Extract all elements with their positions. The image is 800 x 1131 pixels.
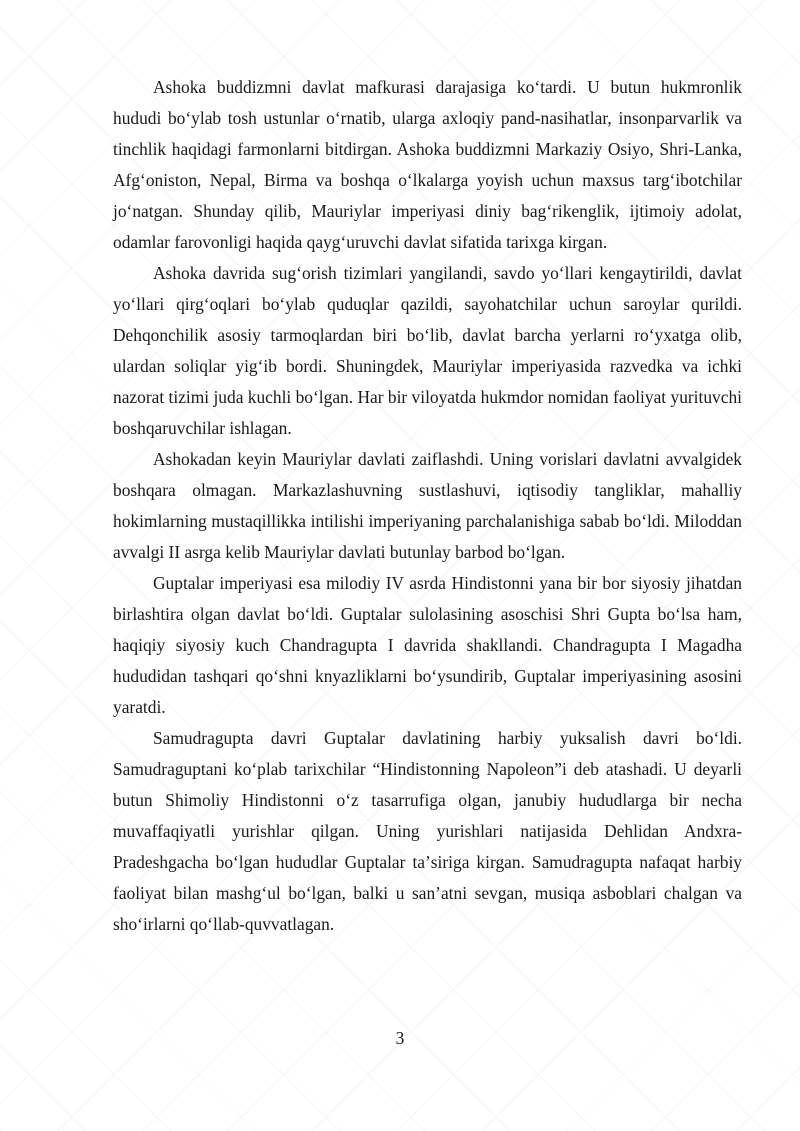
- document-body: [113, 72, 742, 940]
- paragraph-1: Ashoka buddizmni davlat mafkurasi darajasiga koʻtardi. U butun hukmronlik hududi boʻylab tosh ustunlar oʻrnatib, ularga axloqiy pand-nasihatlar, insonparvarlik va tinchlik haqidagi farmonlarni bitdirgan. Ashoka buddizmni Markaziy Osiyo, Shri-Lanka, Afgʻoniston, Nepal, Birma va boshqa oʻlkalarga yoyish uchun maxsus targʻibotchilar joʻnatgan. Shunday qilib, Mauriylar imperiyasi diniy bagʻrikenglik, ijtimoiy adolat, odamlar farovonligi haqida qaygʻuruvchi davlat sifatida tarixga kirgan.: [113, 77, 742, 252]
- paragraph-5: Samudragupta davri Guptalar davlatining harbiy yuksalish davri boʻldi. Samudraguptani koʻplab tarixchilar “Hindistonning Napoleon”i deb atashadi. U deyarli butun Shimoliy Hindistonni oʻz tasarrufiga olgan, janubiy hududlarga bir necha muvaffaqiyatli yurishlar qilgan. Uning yurishlari natijasida Dehlidan Andxra-Pradeshgacha boʻlgan hududlar Guptalar taʼsiriga kirgan. Samudragupta nafaqat harbiy faoliyat bilan mashgʻul boʻlgan, balki u sanʼatni sevgan, musiqa asboblari chalgan va shoʻirlarni qoʻllab-quvvatlagan.: [113, 728, 742, 934]
- page-number: 3: [395, 1028, 405, 1048]
- paragraph-3: Ashokadan keyin Mauriylar davlati zaiflashdi. Uning vorislari davlatni avvalgidek boshqara olmagan. Markazlashuvning sustlashuvi, iqtisodiy tangliklar, mahalliy hokimlarning mustaqillikka intilishi imperiyaning parchalanishiga sabab boʻldi. Miloddan avvalgi II asrga kelib Mauriylar davlati butunlay barbod boʻlgan.: [113, 449, 742, 562]
- paragraph-4: Guptalar imperiyasi esa milodiy IV asrda Hindistonni yana bir bor siyosiy jihatdan birlashtira olgan davlat boʻldi. Guptalar sulolasining asoschisi Shri Gupta boʻlsa ham, haqiqiy siyosiy kuch Chandragupta I davrida shakllandi. Chandragupta I Magadha hududidan tashqari qoʻshni knyazliklarni boʻysundirib, Guptalar imperiyasining asosini yaratdi.: [113, 573, 742, 717]
- paragraph-2: Ashoka davrida sugʻorish tizimlari yangilandi, savdo yoʻllari kengaytirildi, davlat yoʻllari qirgʻoqlari boʻylab quduqlar qazildi, sayohatchilar uchun saroylar qurildi. Dehqonchilik asosiy tarmoqlardan biri boʻlib, davlat barcha yerlarni roʻyxatga olib, ulardan soliqlar yigʻib bordi. Shuningdek, Mauriylar imperiyasida razvedka va ichki nazorat tizimi juda kuchli boʻlgan. Har bir viloyatda hukmdor nomidan faoliyat yurituvchi boshqaruvchilar ishlagan.: [113, 263, 742, 438]
